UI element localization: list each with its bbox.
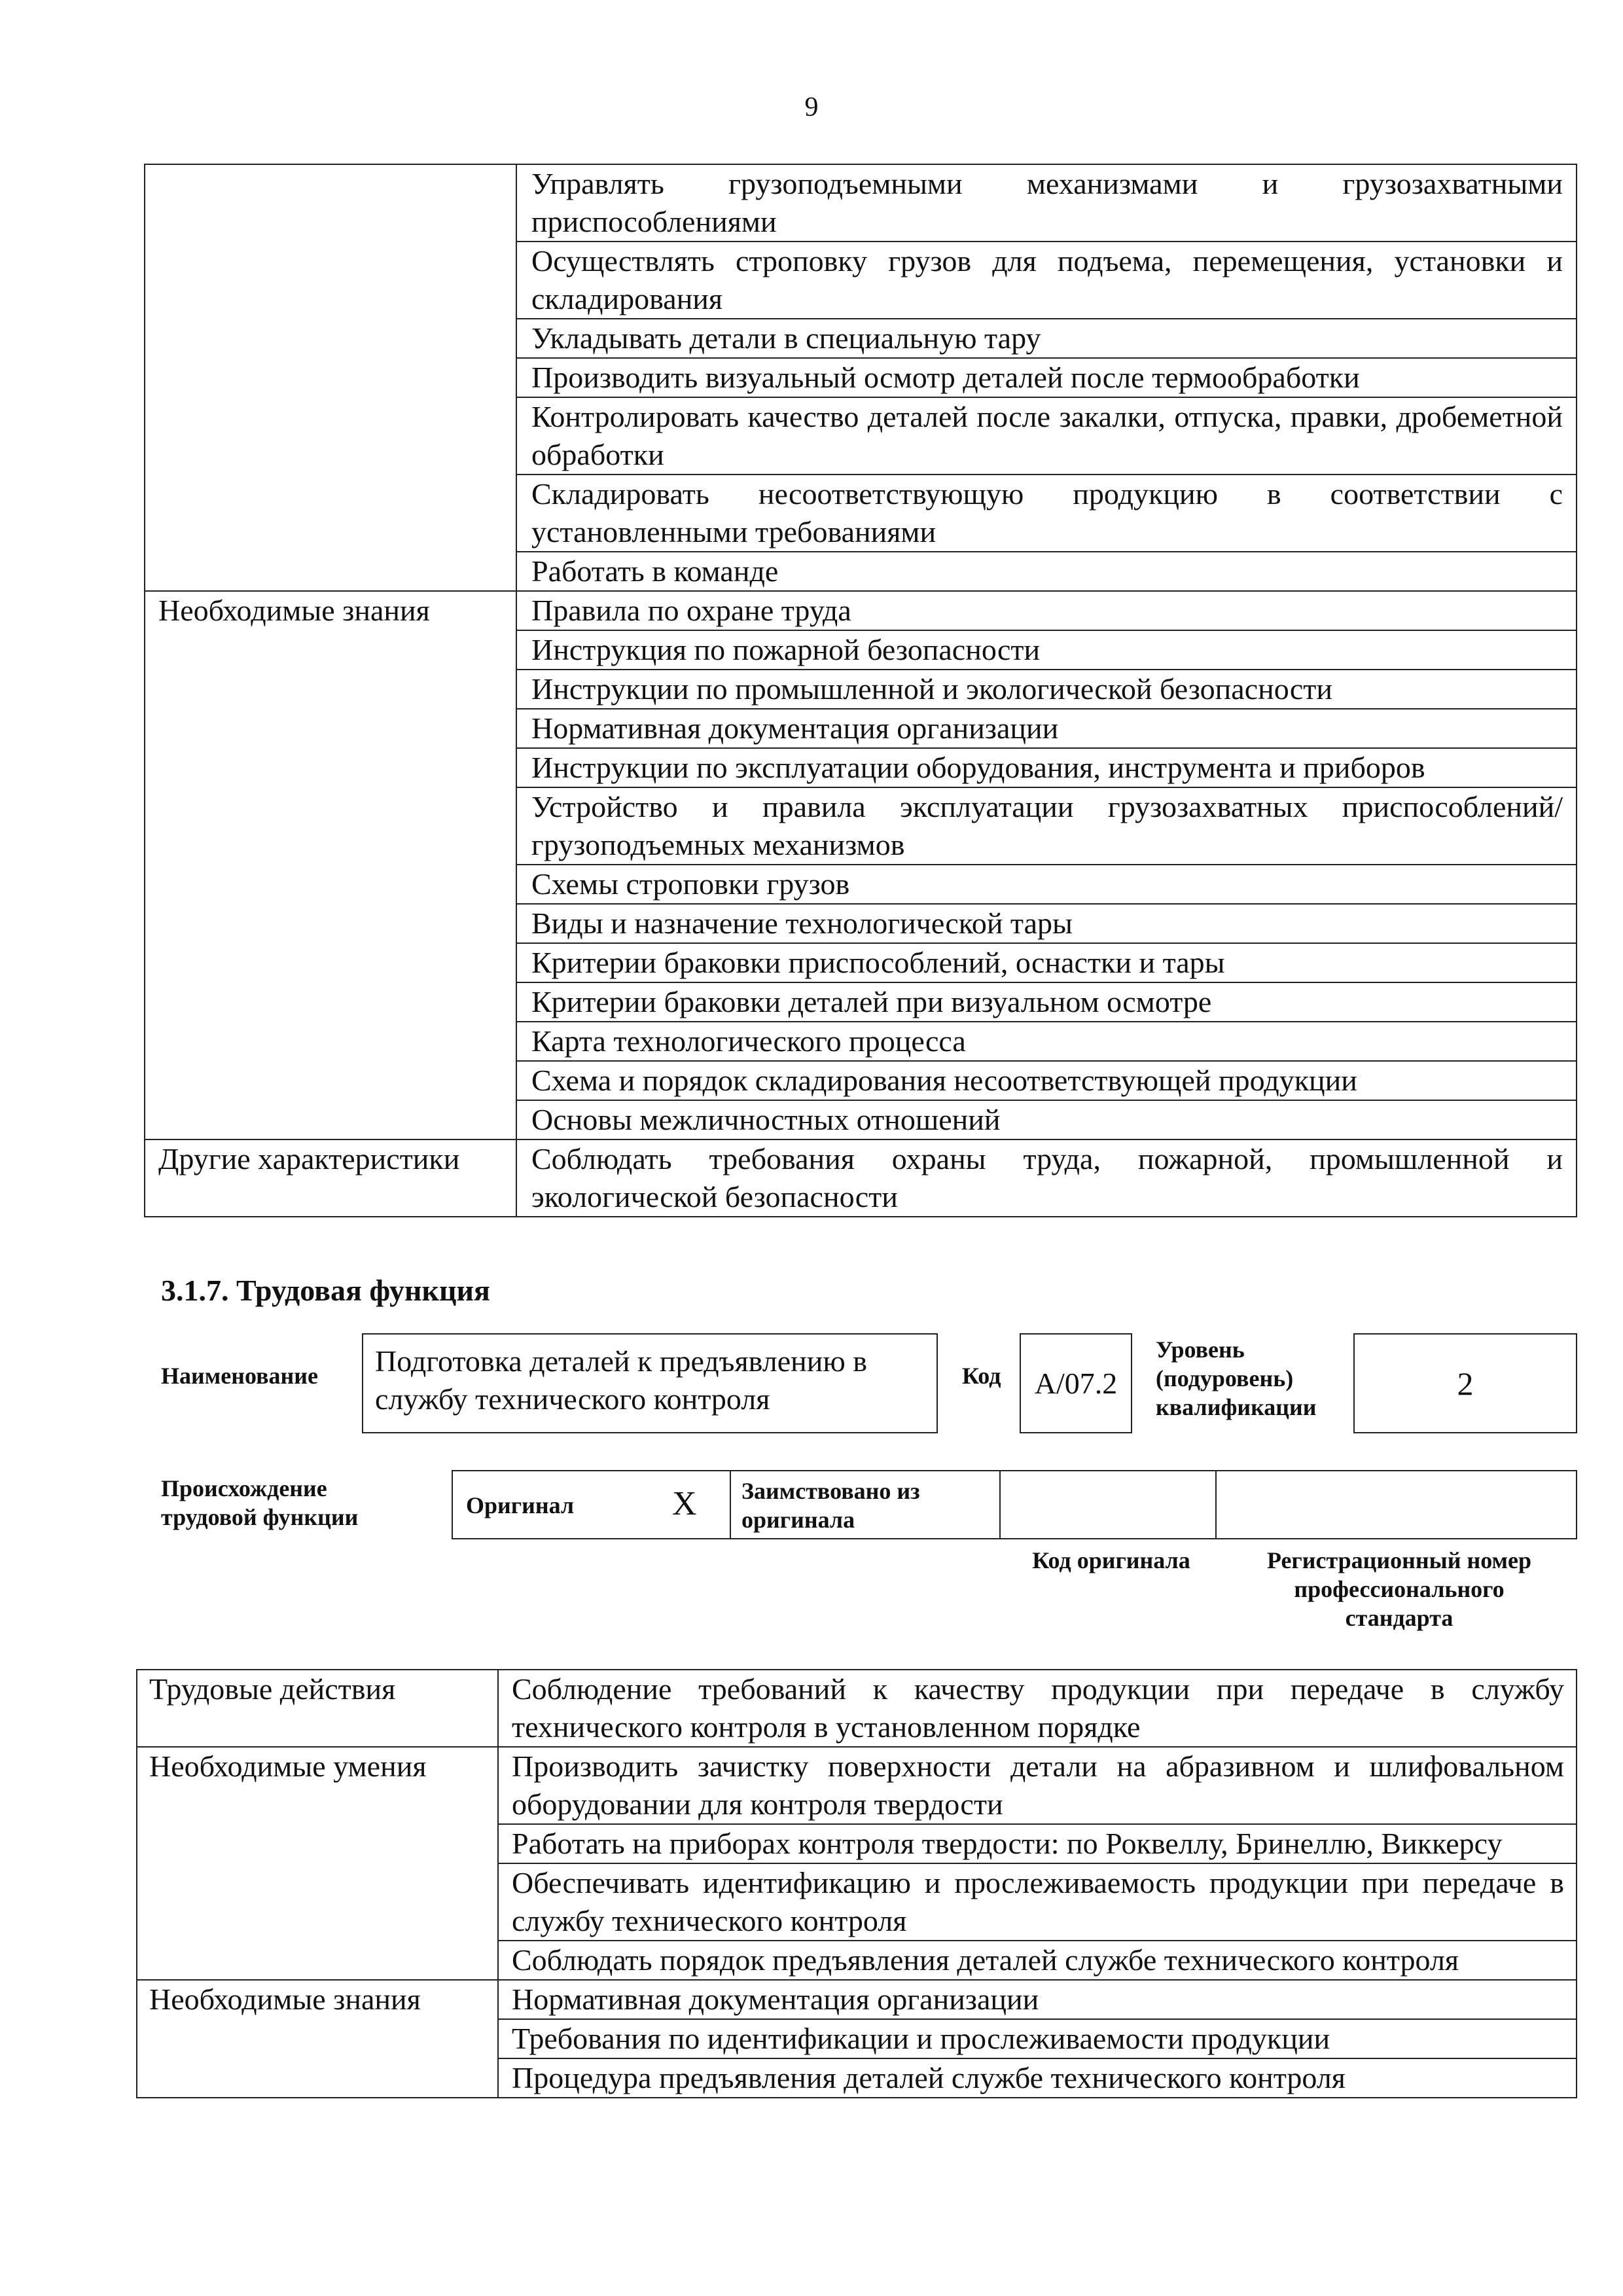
original-cell [453, 1471, 731, 1538]
row-item-cell: Инструкции по эксплуатации оборудования, инструмента и приборов [516, 748, 1577, 787]
borrowed-cell [731, 1471, 1001, 1538]
row-item-cell: Производить зачистку поверхности детали на абразивном и шлифовальном оборудовании для контроля твердости [498, 1747, 1577, 1824]
row-item-cell: Требования по идентификации и прослеживаемости продукции [498, 2019, 1577, 2058]
row-label-cell: Необходимые знания [137, 1980, 498, 2098]
row-label-cell: Другие характеристики [145, 1139, 516, 1217]
table-row [145, 591, 1577, 630]
row-item-cell: Инструкции по промышленной и экологической безопасности [516, 670, 1577, 709]
row-item-cell: Работать на приборах контроля твердости: по Роквеллу, Бринеллю, Виккерсу [498, 1824, 1577, 1863]
row-item-cell: Складировать несоответствующую продукцию в соответствии с установленными требованиями [516, 475, 1577, 552]
page-number: 9 [804, 92, 819, 122]
function-name-box: Подготовка деталей к предъявлению в службу технического контроля [362, 1333, 938, 1433]
original-code-cell [1001, 1471, 1217, 1538]
row-item-cell: Правила по охране труда [516, 591, 1577, 630]
level-label-line: (подуровень) [1156, 1365, 1294, 1391]
row-item-cell: Обеспечивать идентификацию и прослеживаемость продукции при передаче в службу технического контроля [498, 1863, 1577, 1941]
table-row [145, 164, 1577, 242]
original-mark: X [672, 1485, 697, 1522]
original-label: Оригинал [466, 1492, 575, 1518]
row-item-cell: Осуществлять строповку грузов для подъема, перемещения, установки и складирования [516, 242, 1577, 319]
table-row [137, 1980, 1577, 2019]
borrowed-label [741, 1477, 920, 1534]
row-item-cell: Устройство и правила эксплуатации грузозахватных приспособлений/грузоподъемных механизмов [516, 787, 1577, 865]
reg-caption-line: Регистрационный номер [1266, 1547, 1532, 1573]
row-item-cell: Производить визуальный осмотр деталей после термообработки [516, 358, 1577, 397]
origin-label-line: трудовой функции [161, 1504, 359, 1530]
row-label-cell [145, 164, 516, 591]
row-item-cell: Схема и порядок складирования несоответствующей продукции [516, 1061, 1577, 1100]
row-item-cell: Схемы строповки грузов [516, 865, 1577, 904]
row-label-cell: Трудовые действия [137, 1670, 498, 1747]
table-row [145, 1139, 1577, 1217]
origin-label [161, 1474, 358, 1532]
origin-label-line: Происхождение [161, 1475, 327, 1501]
skills-knowledge-table-continued [144, 164, 1577, 1217]
row-item-cell: Работать в команде [516, 552, 1577, 591]
table-row [137, 1747, 1577, 1824]
row-label-cell: Необходимые знания [145, 591, 516, 1139]
qualification-level-label [1156, 1335, 1317, 1422]
row-item-cell: Контролировать качество деталей после закалки, отпуска, правки, дробеметной обработки [516, 397, 1577, 475]
code-label: Код [962, 1363, 1001, 1389]
qualification-level-box: 2 [1353, 1333, 1577, 1433]
row-item-cell: Соблюдать порядок предъявления деталей службе технического контроля [498, 1941, 1577, 1980]
borrowed-label-line: оригинала [741, 1507, 855, 1533]
row-item-cell: Процедура предъявления деталей службе технического контроля [498, 2058, 1577, 2098]
row-item-cell: Нормативная документация организации [498, 1980, 1577, 2019]
row-item-cell: Карта технологического процесса [516, 1022, 1577, 1061]
table-row [137, 1670, 1577, 1747]
row-item-cell: Соблюдение требований к качеству продукции при передаче в службу технического контроля в установленном порядке [498, 1670, 1577, 1747]
row-item-cell: Нормативная документация организации [516, 709, 1577, 748]
level-label-line: Уровень [1156, 1336, 1245, 1363]
row-label-cell: Необходимые умения [137, 1747, 498, 1980]
row-item-cell: Критерии браковки приспособлений, оснастки и тары [516, 943, 1577, 982]
row-item-cell: Критерии браковки деталей при визуальном осмотре [516, 982, 1577, 1022]
origin-strip [452, 1470, 1577, 1539]
borrowed-label-line: Заимствовано из [741, 1478, 920, 1504]
row-item-cell: Виды и назначение технологической тары [516, 904, 1577, 943]
function-code-box: А/07.2 [1020, 1333, 1132, 1433]
registration-number-caption [1222, 1546, 1576, 1632]
labor-function-table [136, 1669, 1577, 2098]
row-item-cell: Соблюдать требования охраны труда, пожарной, промышленной и экологической безопасности [516, 1139, 1577, 1217]
row-item-cell: Основы межличностных отношений [516, 1100, 1577, 1139]
row-item-cell: Укладывать детали в специальную тару [516, 319, 1577, 358]
original-code-caption: Код оригинала [1032, 1547, 1190, 1573]
registration-number-cell [1217, 1471, 1577, 1538]
level-label-line: квалификации [1156, 1394, 1317, 1420]
name-label: Наименование [161, 1363, 318, 1389]
section-heading: 3.1.7. Трудовая функция [161, 1274, 490, 1307]
row-item-cell: Инструкция по пожарной безопасности [516, 630, 1577, 670]
reg-caption-line: профессионального [1294, 1576, 1505, 1602]
row-item-cell: Управлять грузоподъемными механизмами и грузозахватными приспособлениями [516, 164, 1577, 242]
reg-caption-line: стандарта [1345, 1605, 1454, 1631]
